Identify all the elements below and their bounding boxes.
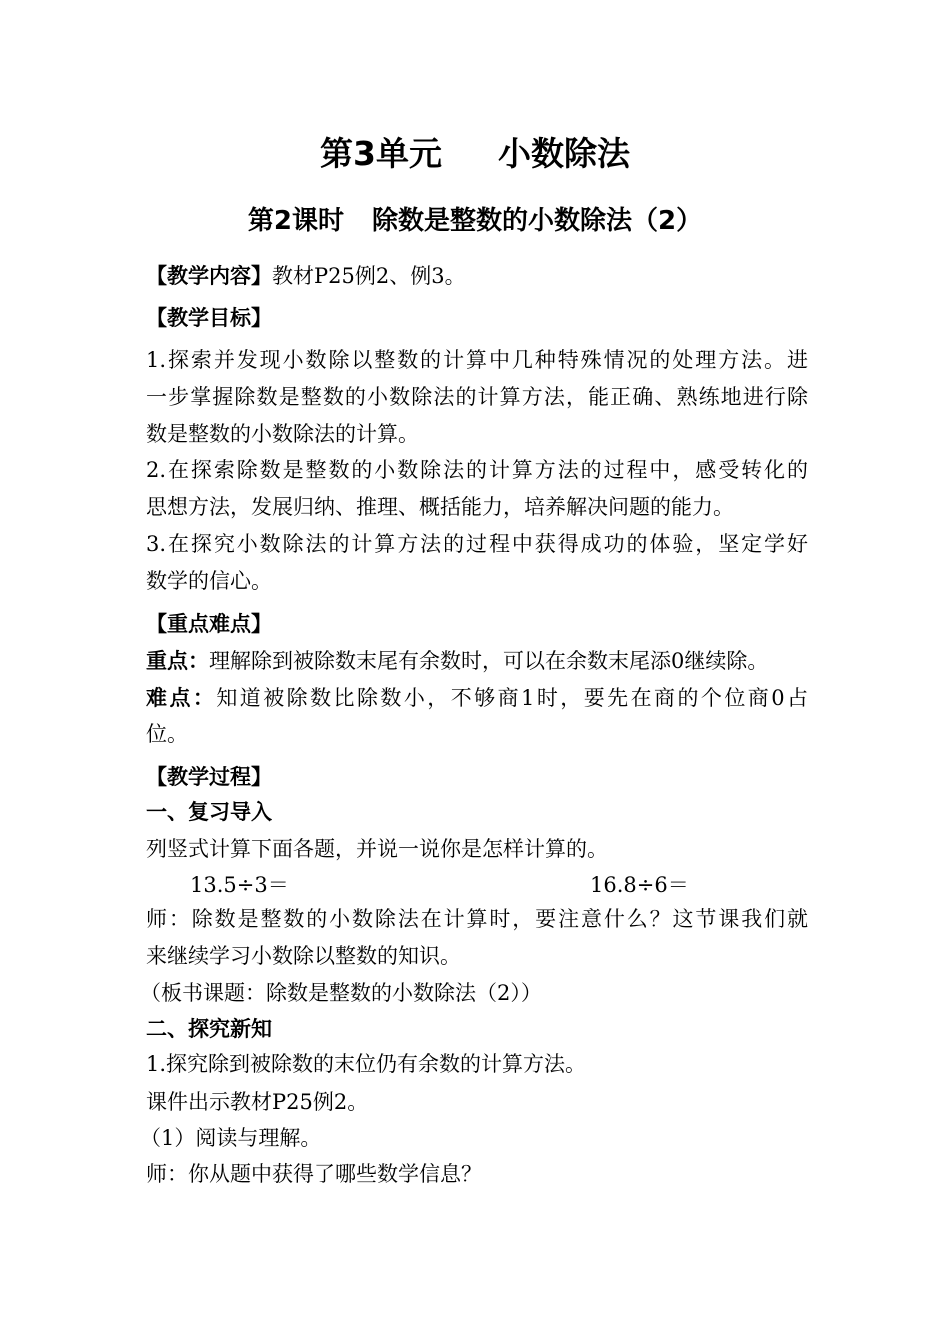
teaching-content-text: 教材P25例2、例3。 bbox=[272, 264, 466, 288]
section-2-heading: 二、探究新知 bbox=[146, 1017, 272, 1041]
lesson-name: 除数是整数的小数除法（2） bbox=[372, 206, 703, 236]
section-2-line: 师：你从题中获得了哪些数学信息？ bbox=[146, 1162, 482, 1186]
goal-line: 思想方法，发展归纳、推理、概括能力，培养解决问题的能力。 bbox=[146, 495, 734, 519]
expression-1: 13.5÷3＝ bbox=[190, 873, 289, 897]
expression-2: 16.8÷6＝ bbox=[590, 873, 689, 897]
section-2-line: 1.探究除到被除数的末位仍有余数的计算方法。 bbox=[146, 1052, 587, 1076]
section-2-line: （1）阅读与理解。 bbox=[140, 1126, 322, 1150]
goal-line: 3.在探究小数除法的计算方法的过程中获得成功的体验，坚定学好 bbox=[146, 532, 808, 556]
difficulty-label: 难点： bbox=[146, 686, 217, 710]
goal-line: 2.在探索除数是整数的小数除法的计算方法的过程中，感受转化的 bbox=[146, 458, 808, 482]
unit-title bbox=[0, 128, 950, 175]
lesson-number: 第2课时 bbox=[247, 206, 344, 236]
process-heading: 【教学过程】 bbox=[146, 765, 272, 789]
goal-line: 数学的信心。 bbox=[146, 569, 272, 593]
difficulty-line bbox=[146, 683, 808, 713]
focus-label: 重点： bbox=[146, 649, 209, 673]
goals-heading: 【教学目标】 bbox=[146, 306, 272, 330]
difficulty-line-2: 位。 bbox=[146, 722, 188, 746]
section-1-line: 列竖式计算下面各题，并说一说你是怎样计算的。 bbox=[146, 837, 608, 861]
section-1-heading: 一、复习导入 bbox=[146, 800, 272, 824]
teaching-content-label: 【教学内容】 bbox=[146, 264, 272, 288]
unit-number: 第3单元 bbox=[320, 134, 442, 173]
key-heading: 【重点难点】 bbox=[146, 612, 272, 636]
goal-line: 数是整数的小数除法的计算。 bbox=[146, 422, 419, 446]
unit-name: 小数除法 bbox=[497, 134, 630, 173]
teaching-content bbox=[146, 261, 466, 291]
lesson-title bbox=[0, 200, 950, 237]
goal-line: 1.探索并发现小数除以整数的计算中几种特殊情况的处理方法。进 bbox=[146, 348, 808, 372]
focus-text: 理解除到被除数末尾有余数时，可以在余数末尾添0继续除。 bbox=[209, 649, 769, 673]
difficulty-text: 知道被除数比除数小，不够商1时，要先在商的个位商0占 bbox=[216, 686, 808, 710]
goal-line: 一步掌握除数是整数的小数除法的计算方法，能正确、熟练地进行除 bbox=[146, 385, 808, 409]
section-1-line: 来继续学习小数除以整数的知识。 bbox=[146, 944, 461, 968]
section-2-line: 课件出示教材P25例2。 bbox=[146, 1090, 369, 1114]
section-1-line: （板书课题：除数是整数的小数除法（2）） bbox=[140, 981, 542, 1005]
section-1-line: 师：除数是整数的小数除法在计算时，要注意什么？这节课我们就 bbox=[146, 907, 808, 931]
focus-line bbox=[146, 646, 768, 676]
